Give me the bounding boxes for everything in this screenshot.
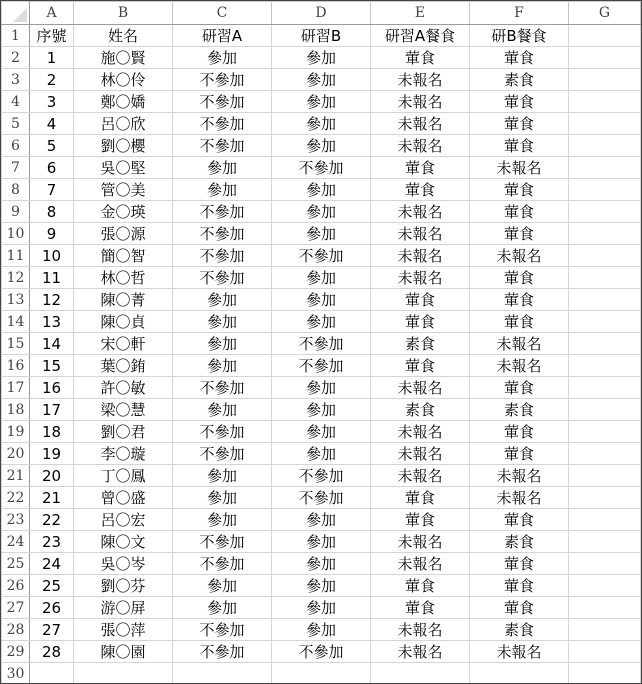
cell-g[interactable]: [569, 179, 641, 201]
cell-training-b-meal[interactable]: 葷食: [470, 553, 569, 575]
cell-g[interactable]: [569, 201, 641, 223]
cell-training-b-meal[interactable]: 未報名: [470, 641, 569, 663]
cell-training-a-meal[interactable]: 葷食: [371, 355, 470, 377]
cell-training-a[interactable]: [173, 663, 272, 684]
cell-g[interactable]: [569, 465, 641, 487]
cell-training-b-meal[interactable]: 未報名: [470, 465, 569, 487]
cell-training-b-meal[interactable]: 葷食: [470, 311, 569, 333]
cell-training-b[interactable]: 不參加: [272, 333, 371, 355]
cell-seq[interactable]: 18: [30, 421, 74, 443]
cell-training-b[interactable]: 參加: [272, 399, 371, 421]
cell-training-b-meal[interactable]: [470, 663, 569, 684]
column-header-c[interactable]: C: [173, 2, 272, 25]
cell-training-b[interactable]: 不參加: [272, 355, 371, 377]
cell-training-a[interactable]: 參加: [173, 157, 272, 179]
cell-training-b-meal[interactable]: 葷食: [470, 509, 569, 531]
cell-training-b[interactable]: 參加: [272, 421, 371, 443]
cell-seq[interactable]: 9: [30, 223, 74, 245]
cell-g[interactable]: [569, 157, 641, 179]
cell-training-b-meal[interactable]: 葷食: [470, 223, 569, 245]
cell-g[interactable]: [569, 641, 641, 663]
cell-seq[interactable]: 14: [30, 333, 74, 355]
cell-training-a[interactable]: 不參加: [173, 91, 272, 113]
cell-training-a[interactable]: 不參加: [173, 641, 272, 663]
row-header[interactable]: 22: [2, 487, 30, 509]
cell-training-a[interactable]: 參加: [173, 597, 272, 619]
cell-seq[interactable]: 15: [30, 355, 74, 377]
cell-training-b[interactable]: 參加: [272, 553, 371, 575]
cell-seq[interactable]: 22: [30, 509, 74, 531]
row-header[interactable]: 11: [2, 245, 30, 267]
cell-name[interactable]: 金〇瑛: [74, 201, 173, 223]
cell-training-b[interactable]: 研習B: [272, 25, 371, 47]
cell-training-b[interactable]: 參加: [272, 289, 371, 311]
row-header[interactable]: 28: [2, 619, 30, 641]
cell-g[interactable]: [569, 311, 641, 333]
cell-seq[interactable]: [30, 663, 74, 684]
cell-training-a-meal[interactable]: 葷食: [371, 289, 470, 311]
cell-g[interactable]: [569, 245, 641, 267]
cell-training-b[interactable]: 參加: [272, 91, 371, 113]
row-header[interactable]: 7: [2, 157, 30, 179]
table-row: [2, 201, 641, 223]
table-row: [2, 69, 641, 91]
cell-seq[interactable]: 8: [30, 201, 74, 223]
cell-training-a-meal[interactable]: 研習A餐食: [371, 25, 470, 47]
row-header[interactable]: 23: [2, 509, 30, 531]
cell-g[interactable]: [569, 619, 641, 641]
column-header-b[interactable]: B: [74, 2, 173, 25]
cell-training-a[interactable]: 不參加: [173, 553, 272, 575]
cell-training-a[interactable]: 研習A: [173, 25, 272, 47]
table-row: [2, 377, 641, 399]
cell-name[interactable]: 簡〇智: [74, 245, 173, 267]
cell-training-a[interactable]: 不參加: [173, 201, 272, 223]
cell-name[interactable]: 吳〇堅: [74, 157, 173, 179]
cell-name[interactable]: 陳〇菁: [74, 289, 173, 311]
table-row: [2, 553, 641, 575]
cell-g[interactable]: [569, 289, 641, 311]
table-row: [2, 575, 641, 597]
cell-training-b-meal[interactable]: 葷食: [470, 575, 569, 597]
row-header[interactable]: 8: [2, 179, 30, 201]
cell-training-a[interactable]: 不參加: [173, 443, 272, 465]
cell-g[interactable]: [569, 113, 641, 135]
cell-name[interactable]: 游〇屏: [74, 597, 173, 619]
cell-name[interactable]: 呂〇宏: [74, 509, 173, 531]
table-row: [2, 289, 641, 311]
table-row: [2, 509, 641, 531]
cell-training-b-meal[interactable]: 葷食: [470, 443, 569, 465]
cell-training-a-meal[interactable]: 未報名: [371, 135, 470, 157]
cell-seq[interactable]: 25: [30, 575, 74, 597]
cell-g[interactable]: [569, 267, 641, 289]
cell-training-a-meal[interactable]: 未報名: [371, 69, 470, 91]
row-header[interactable]: 30: [2, 663, 30, 684]
cell-seq[interactable]: 12: [30, 289, 74, 311]
row-header[interactable]: 27: [2, 597, 30, 619]
cell-seq[interactable]: 序號: [30, 25, 74, 47]
cell-name[interactable]: 劉〇芬: [74, 575, 173, 597]
cell-training-a[interactable]: 參加: [173, 289, 272, 311]
cell-training-b-meal[interactable]: 未報名: [470, 487, 569, 509]
cell-g[interactable]: [569, 69, 641, 91]
cell-training-b[interactable]: 參加: [272, 69, 371, 91]
cell-seq[interactable]: 26: [30, 597, 74, 619]
cell-name[interactable]: 鄭〇嬌: [74, 91, 173, 113]
cell-training-b-meal[interactable]: 葷食: [470, 47, 569, 69]
cell-g[interactable]: [569, 443, 641, 465]
cell-training-b-meal[interactable]: 素食: [470, 619, 569, 641]
cell-name[interactable]: 林〇哲: [74, 267, 173, 289]
row-header[interactable]: 21: [2, 465, 30, 487]
cell-name[interactable]: 陳〇文: [74, 531, 173, 553]
table-row: [2, 663, 641, 684]
cell-training-b[interactable]: 不參加: [272, 465, 371, 487]
cell-name[interactable]: 曾〇盛: [74, 487, 173, 509]
cell-name[interactable]: 姓名: [74, 25, 173, 47]
row-header[interactable]: 9: [2, 201, 30, 223]
row-header[interactable]: 2: [2, 47, 30, 69]
cell-seq[interactable]: 10: [30, 245, 74, 267]
table-row: [2, 531, 641, 553]
cell-training-a-meal[interactable]: 未報名: [371, 377, 470, 399]
row-header[interactable]: 10: [2, 223, 30, 245]
row-header[interactable]: 24: [2, 531, 30, 553]
column-header-d[interactable]: D: [272, 2, 371, 25]
cell-seq[interactable]: 1: [30, 47, 74, 69]
table-row: [2, 333, 641, 355]
cell-training-a-meal[interactable]: 葷食: [371, 157, 470, 179]
cell-g[interactable]: [569, 575, 641, 597]
cell-training-a[interactable]: 參加: [173, 47, 272, 69]
row-header[interactable]: 17: [2, 377, 30, 399]
cell-training-a[interactable]: 參加: [173, 465, 272, 487]
cell-training-a-meal[interactable]: 未報名: [371, 421, 470, 443]
cell-training-a-meal[interactable]: 未報名: [371, 641, 470, 663]
cell-training-a[interactable]: 不參加: [173, 135, 272, 157]
row-header[interactable]: 3: [2, 69, 30, 91]
column-header-row: [2, 2, 641, 25]
cell-training-b-meal[interactable]: 未報名: [470, 355, 569, 377]
cell-name[interactable]: 李〇璇: [74, 443, 173, 465]
cell-training-a-meal[interactable]: 葷食: [371, 597, 470, 619]
cell-name[interactable]: 施〇賢: [74, 47, 173, 69]
cell-training-b-meal[interactable]: 葷食: [470, 267, 569, 289]
cell-training-a[interactable]: 參加: [173, 487, 272, 509]
cell-training-a-meal[interactable]: 未報名: [371, 465, 470, 487]
cell-training-b[interactable]: 不參加: [272, 487, 371, 509]
cell-g[interactable]: [569, 663, 641, 684]
row-header[interactable]: 6: [2, 135, 30, 157]
cell-training-a-meal[interactable]: 未報名: [371, 201, 470, 223]
table-row: [2, 311, 641, 333]
cell-training-b-meal[interactable]: 素食: [470, 69, 569, 91]
cell-training-a[interactable]: 參加: [173, 311, 272, 333]
row-header[interactable]: 16: [2, 355, 30, 377]
cell-seq[interactable]: 11: [30, 267, 74, 289]
cell-training-b-meal[interactable]: 研B餐食: [470, 25, 569, 47]
cell-training-b[interactable]: 參加: [272, 509, 371, 531]
cell-seq[interactable]: 28: [30, 641, 74, 663]
cell-training-b[interactable]: 參加: [272, 377, 371, 399]
cell-training-a[interactable]: 參加: [173, 399, 272, 421]
cell-g[interactable]: [569, 399, 641, 421]
cell-training-a[interactable]: 不參加: [173, 223, 272, 245]
cell-name[interactable]: 陳〇貞: [74, 311, 173, 333]
cell-name[interactable]: 劉〇櫻: [74, 135, 173, 157]
table-row: [2, 25, 641, 47]
cell-training-b-meal[interactable]: 葷食: [470, 91, 569, 113]
row-header[interactable]: 12: [2, 267, 30, 289]
cell-training-a-meal[interactable]: 未報名: [371, 619, 470, 641]
cell-training-b[interactable]: 參加: [272, 223, 371, 245]
column-header-a[interactable]: A: [30, 2, 74, 25]
cell-training-a-meal[interactable]: 未報名: [371, 113, 470, 135]
cell-training-b-meal[interactable]: 未報名: [470, 245, 569, 267]
cell-training-b[interactable]: 參加: [272, 135, 371, 157]
cell-training-b-meal[interactable]: 葷食: [470, 289, 569, 311]
cell-training-b[interactable]: 不參加: [272, 245, 371, 267]
row-header[interactable]: 14: [2, 311, 30, 333]
cell-training-a-meal[interactable]: 未報名: [371, 531, 470, 553]
cell-name[interactable]: 管〇美: [74, 179, 173, 201]
cell-name[interactable]: 吳〇岑: [74, 553, 173, 575]
cell-seq[interactable]: 21: [30, 487, 74, 509]
cell-seq[interactable]: 3: [30, 91, 74, 113]
cell-name[interactable]: [74, 663, 173, 684]
cell-training-a-meal[interactable]: 未報名: [371, 223, 470, 245]
cell-training-b-meal[interactable]: 葷食: [470, 597, 569, 619]
column-header-f[interactable]: F: [470, 2, 569, 25]
row-header[interactable]: 19: [2, 421, 30, 443]
table-row: [2, 399, 641, 421]
cell-training-a-meal[interactable]: 未報名: [371, 443, 470, 465]
cell-seq[interactable]: 24: [30, 553, 74, 575]
cell-name[interactable]: 劉〇君: [74, 421, 173, 443]
cell-seq[interactable]: 2: [30, 69, 74, 91]
cell-name[interactable]: 葉〇銪: [74, 355, 173, 377]
cell-training-a[interactable]: 不參加: [173, 69, 272, 91]
cell-name[interactable]: 宋〇軒: [74, 333, 173, 355]
cell-g[interactable]: [569, 553, 641, 575]
cell-training-a[interactable]: 不參加: [173, 619, 272, 641]
row-header[interactable]: 13: [2, 289, 30, 311]
cell-g[interactable]: [569, 377, 641, 399]
table-row: [2, 355, 641, 377]
cell-training-b[interactable]: 不參加: [272, 157, 371, 179]
table-row: [2, 465, 641, 487]
cell-training-a-meal[interactable]: [371, 663, 470, 684]
cell-training-b-meal[interactable]: 葷食: [470, 201, 569, 223]
row-header[interactable]: 5: [2, 113, 30, 135]
cell-seq[interactable]: 4: [30, 113, 74, 135]
cell-name[interactable]: 張〇萍: [74, 619, 173, 641]
spreadsheet-grid: [1, 1, 641, 684]
row-header[interactable]: 29: [2, 641, 30, 663]
cell-training-a-meal[interactable]: 素食: [371, 399, 470, 421]
cell-seq[interactable]: 6: [30, 157, 74, 179]
table-row: [2, 487, 641, 509]
cell-training-b-meal[interactable]: 葷食: [470, 421, 569, 443]
cell-training-b[interactable]: 參加: [272, 47, 371, 69]
cell-training-a-meal[interactable]: 未報名: [371, 91, 470, 113]
table-row: [2, 267, 641, 289]
cell-training-b[interactable]: 參加: [272, 597, 371, 619]
table-row: [2, 597, 641, 619]
cell-training-b-meal[interactable]: 素食: [470, 399, 569, 421]
cell-seq[interactable]: 27: [30, 619, 74, 641]
row-header[interactable]: 1: [2, 25, 30, 47]
cell-seq[interactable]: 13: [30, 311, 74, 333]
cell-training-b[interactable]: 參加: [272, 619, 371, 641]
cell-seq[interactable]: 16: [30, 377, 74, 399]
cell-training-b[interactable]: 參加: [272, 267, 371, 289]
table-row: [2, 223, 641, 245]
cell-training-b[interactable]: 不參加: [272, 641, 371, 663]
cell-seq[interactable]: 19: [30, 443, 74, 465]
table-row: [2, 619, 641, 641]
cell-g[interactable]: [569, 597, 641, 619]
cell-training-a-meal[interactable]: 葷食: [371, 47, 470, 69]
cell-g[interactable]: [569, 487, 641, 509]
cell-training-a[interactable]: 不參加: [173, 377, 272, 399]
cell-g[interactable]: [569, 91, 641, 113]
cell-training-b-meal[interactable]: 未報名: [470, 333, 569, 355]
row-header[interactable]: 20: [2, 443, 30, 465]
row-header[interactable]: 15: [2, 333, 30, 355]
cell-training-a[interactable]: 不參加: [173, 421, 272, 443]
cell-training-a-meal[interactable]: 葷食: [371, 509, 470, 531]
cell-training-a-meal[interactable]: 葷食: [371, 487, 470, 509]
cell-training-b[interactable]: 參加: [272, 179, 371, 201]
cell-name[interactable]: 張〇源: [74, 223, 173, 245]
row-header[interactable]: 25: [2, 553, 30, 575]
cell-training-a-meal[interactable]: 葷食: [371, 179, 470, 201]
table-row: [2, 135, 641, 157]
cell-training-b[interactable]: 參加: [272, 113, 371, 135]
cell-g[interactable]: [569, 223, 641, 245]
cell-training-b-meal[interactable]: 素食: [470, 531, 569, 553]
cell-training-a-meal[interactable]: 葷食: [371, 575, 470, 597]
table-row: [2, 421, 641, 443]
cell-training-b-meal[interactable]: 葷食: [470, 377, 569, 399]
cell-g[interactable]: [569, 421, 641, 443]
cell-name[interactable]: 梁〇慧: [74, 399, 173, 421]
cell-training-b[interactable]: 參加: [272, 575, 371, 597]
cell-training-b-meal[interactable]: 葷食: [470, 179, 569, 201]
cell-training-a[interactable]: 參加: [173, 179, 272, 201]
row-header[interactable]: 18: [2, 399, 30, 421]
cell-training-a[interactable]: 參加: [173, 509, 272, 531]
table-row: [2, 113, 641, 135]
cell-training-b-meal[interactable]: 葷食: [470, 113, 569, 135]
cell-training-a[interactable]: 不參加: [173, 113, 272, 135]
cell-training-a[interactable]: 參加: [173, 333, 272, 355]
cell-training-a[interactable]: 參加: [173, 575, 272, 597]
row-header[interactable]: 26: [2, 575, 30, 597]
cell-training-b-meal[interactable]: 葷食: [470, 135, 569, 157]
cell-g[interactable]: [569, 135, 641, 157]
cell-seq[interactable]: 7: [30, 179, 74, 201]
cell-g[interactable]: [569, 333, 641, 355]
cell-training-b[interactable]: [272, 663, 371, 684]
cell-name[interactable]: 林〇伶: [74, 69, 173, 91]
cell-name[interactable]: 許〇敏: [74, 377, 173, 399]
cell-g[interactable]: [569, 47, 641, 69]
cell-g[interactable]: [569, 531, 641, 553]
cell-training-a[interactable]: 不參加: [173, 531, 272, 553]
table-row: [2, 641, 641, 663]
cell-seq[interactable]: 20: [30, 465, 74, 487]
cell-training-a-meal[interactable]: 未報名: [371, 553, 470, 575]
table-row: [2, 179, 641, 201]
cell-g[interactable]: [569, 355, 641, 377]
cell-training-a[interactable]: 不參加: [173, 245, 272, 267]
cell-seq[interactable]: 5: [30, 135, 74, 157]
cell-name[interactable]: 丁〇鳳: [74, 465, 173, 487]
cell-training-a-meal[interactable]: 未報名: [371, 245, 470, 267]
column-header-e[interactable]: E: [371, 2, 470, 25]
cell-g[interactable]: [569, 509, 641, 531]
cell-training-a-meal[interactable]: 葷食: [371, 311, 470, 333]
row-header[interactable]: 4: [2, 91, 30, 113]
cell-name[interactable]: 陳〇園: [74, 641, 173, 663]
cell-seq[interactable]: 17: [30, 399, 74, 421]
cell-training-b-meal[interactable]: 未報名: [470, 157, 569, 179]
cell-training-b[interactable]: 參加: [272, 201, 371, 223]
cell-seq[interactable]: 23: [30, 531, 74, 553]
table-row: [2, 157, 641, 179]
cell-training-b[interactable]: 參加: [272, 443, 371, 465]
table-row: [2, 91, 641, 113]
cell-training-a[interactable]: 不參加: [173, 267, 272, 289]
cell-training-b[interactable]: 參加: [272, 531, 371, 553]
column-header-g[interactable]: G: [569, 2, 641, 25]
table-row: [2, 47, 641, 69]
select-all-button[interactable]: [2, 2, 30, 25]
cell-name[interactable]: 呂〇欣: [74, 113, 173, 135]
table-row: [2, 245, 641, 267]
table-row: [2, 443, 641, 465]
cell-training-b[interactable]: 參加: [272, 311, 371, 333]
cell-training-a[interactable]: 參加: [173, 355, 272, 377]
cell-g[interactable]: [569, 25, 641, 47]
cell-training-a-meal[interactable]: 未報名: [371, 267, 470, 289]
cell-training-a-meal[interactable]: 素食: [371, 333, 470, 355]
